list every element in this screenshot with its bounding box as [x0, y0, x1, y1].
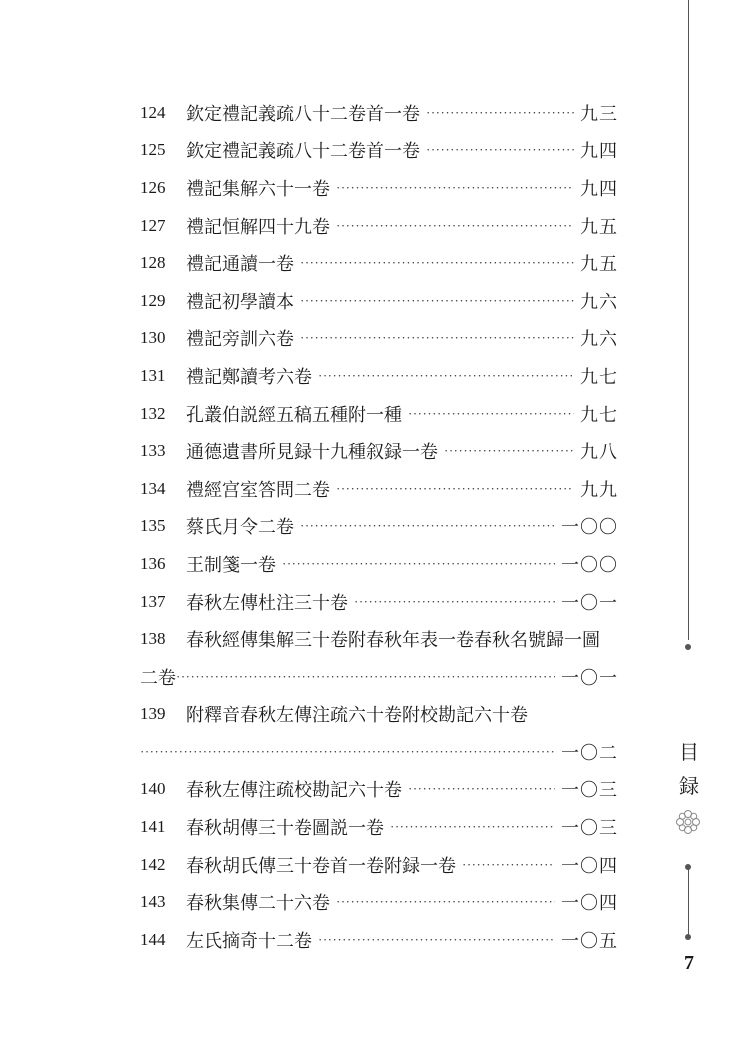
entry-number: 131 [140, 365, 166, 385]
section-label-lu: 録 [679, 774, 699, 798]
entry-title: 禮記通讀一卷 [186, 254, 294, 276]
entry-number: 127 [140, 215, 166, 235]
entry-title: 孔叢伯説經五稿五種附一種 [186, 404, 402, 426]
margin-rule-dot [685, 934, 691, 940]
entry-number: 136 [140, 553, 166, 573]
entry-title: 禮記旁訓六卷 [186, 329, 294, 351]
toc-entry [140, 808, 618, 846]
entry-page: 九四 [580, 178, 618, 200]
entry-page: 一〇五 [561, 930, 618, 952]
entry-title: 禮記鄭讀考六卷 [186, 366, 312, 388]
entry-page: 一〇〇 [561, 517, 618, 539]
toc-entry [140, 883, 618, 921]
entry-number: 124 [140, 102, 166, 122]
entry-title: 春秋經傳集解三十卷附春秋年表一卷春秋名號歸一圖 [186, 630, 600, 652]
entry-title: 禮記初學讀本 [186, 291, 294, 313]
toc-entry [140, 395, 618, 433]
leader-dots [408, 406, 574, 422]
entry-number: 135 [140, 516, 166, 536]
leader-dots [140, 744, 555, 760]
leader-dots [300, 518, 555, 534]
entry-title: 春秋胡氏傳三十卷首一卷附録一卷 [186, 855, 456, 877]
toc-entry [140, 696, 618, 734]
leader-dots [300, 255, 574, 271]
entry-number: 133 [140, 441, 166, 461]
entry-page: 一〇三 [561, 780, 618, 802]
entry-number: 137 [140, 591, 166, 611]
leader-dots [300, 293, 574, 309]
margin-rule-bottom [688, 868, 689, 936]
table-of-contents [140, 94, 618, 959]
entry-title: 禮記集解六十一卷 [186, 178, 330, 200]
entry-number: 140 [140, 779, 166, 799]
toc-entry [140, 771, 618, 809]
margin-rule-dot [685, 644, 691, 650]
entry-title-continuation: 二卷 [140, 667, 176, 689]
toc-entry [140, 583, 618, 621]
entry-number: 143 [140, 892, 166, 912]
entry-number: 138 [140, 629, 166, 649]
leader-dots [426, 142, 574, 158]
entry-page: 九三 [580, 103, 618, 125]
entry-page: 一〇〇 [561, 554, 618, 576]
entry-title: 蔡氏月令二卷 [186, 517, 294, 539]
entry-title: 春秋胡傳三十卷圖説一卷 [186, 818, 384, 840]
leader-dots [282, 556, 555, 572]
entry-title: 春秋左傳注疏校勘記六十卷 [186, 780, 402, 802]
margin-rule-top [688, 0, 689, 640]
entry-number: 142 [140, 854, 166, 874]
entry-number: 128 [140, 253, 166, 273]
toc-entry [140, 132, 618, 170]
entry-number: 125 [140, 140, 166, 160]
entry-title: 欽定禮記義疏八十二卷首一卷 [186, 103, 420, 125]
entry-number: 141 [140, 817, 166, 837]
toc-entry [140, 921, 618, 959]
leader-dots [408, 781, 555, 797]
entry-title: 春秋左傳杜注三十卷 [186, 592, 348, 614]
leader-dots [354, 594, 555, 610]
leader-dots [444, 443, 574, 459]
leader-dots [390, 819, 555, 835]
entry-number: 126 [140, 177, 166, 197]
entry-page: 九九 [580, 479, 618, 501]
leader-dots [336, 481, 574, 497]
toc-entry [140, 470, 618, 508]
entry-page: 九八 [580, 442, 618, 464]
entry-page: 九五 [580, 216, 618, 238]
page-number: 7 [684, 952, 694, 974]
toc-entry [140, 244, 618, 282]
toc-entry [140, 508, 618, 546]
section-label-mu: 目 [679, 740, 699, 764]
entry-title: 禮經宫室答問二卷 [186, 479, 330, 501]
entry-page: 九七 [580, 404, 618, 426]
entry-page: 一〇二 [561, 742, 618, 764]
toc-entry [140, 545, 618, 583]
entry-page: 九六 [580, 291, 618, 313]
leader-dots [462, 857, 555, 873]
toc-entry [140, 320, 618, 358]
leader-dots [336, 894, 555, 910]
entry-title: 附釋音春秋左傳注疏六十卷附校勘記六十卷 [186, 705, 528, 727]
entry-title: 左氏摘奇十二卷 [186, 930, 312, 952]
entry-title: 王制箋一卷 [186, 554, 276, 576]
leader-dots [318, 932, 555, 948]
entry-page: 九四 [580, 141, 618, 163]
entry-page: 九七 [580, 366, 618, 388]
toc-entry-continuation [140, 733, 618, 771]
entry-page: 一〇三 [561, 818, 618, 840]
entry-page: 九六 [580, 329, 618, 351]
toc-entry [140, 94, 618, 132]
toc-entry-continuation [140, 658, 618, 696]
entry-title: 欽定禮記義疏八十二卷首一卷 [186, 141, 420, 163]
toc-entry [140, 620, 618, 658]
toc-entry [140, 357, 618, 395]
toc-entry [140, 846, 618, 884]
entry-page: 一〇四 [561, 893, 618, 915]
entry-number: 130 [140, 328, 166, 348]
entry-number: 144 [140, 929, 166, 949]
entry-number: 139 [140, 704, 166, 724]
entry-title: 通德遺書所見録十九種叙録一卷 [186, 442, 438, 464]
leader-dots [426, 105, 574, 121]
toc-entry [140, 282, 618, 320]
entry-page: 九五 [580, 254, 618, 276]
entry-number: 132 [140, 403, 166, 423]
entry-title: 禮記恒解四十九卷 [186, 216, 330, 238]
entry-page: 一〇四 [561, 855, 618, 877]
leader-dots [300, 330, 574, 346]
toc-entry [140, 207, 618, 245]
leader-dots [336, 218, 574, 234]
entry-title: 春秋集傳二十六卷 [186, 893, 330, 915]
entry-number: 134 [140, 478, 166, 498]
leader-dots [176, 669, 555, 685]
flower-ornament-icon [674, 808, 702, 836]
toc-entry [140, 432, 618, 470]
toc-entry [140, 169, 618, 207]
entry-page: 一〇一 [561, 667, 618, 689]
entry-number: 129 [140, 290, 166, 310]
leader-dots [318, 368, 574, 384]
leader-dots [336, 180, 574, 196]
entry-page: 一〇一 [561, 592, 618, 614]
